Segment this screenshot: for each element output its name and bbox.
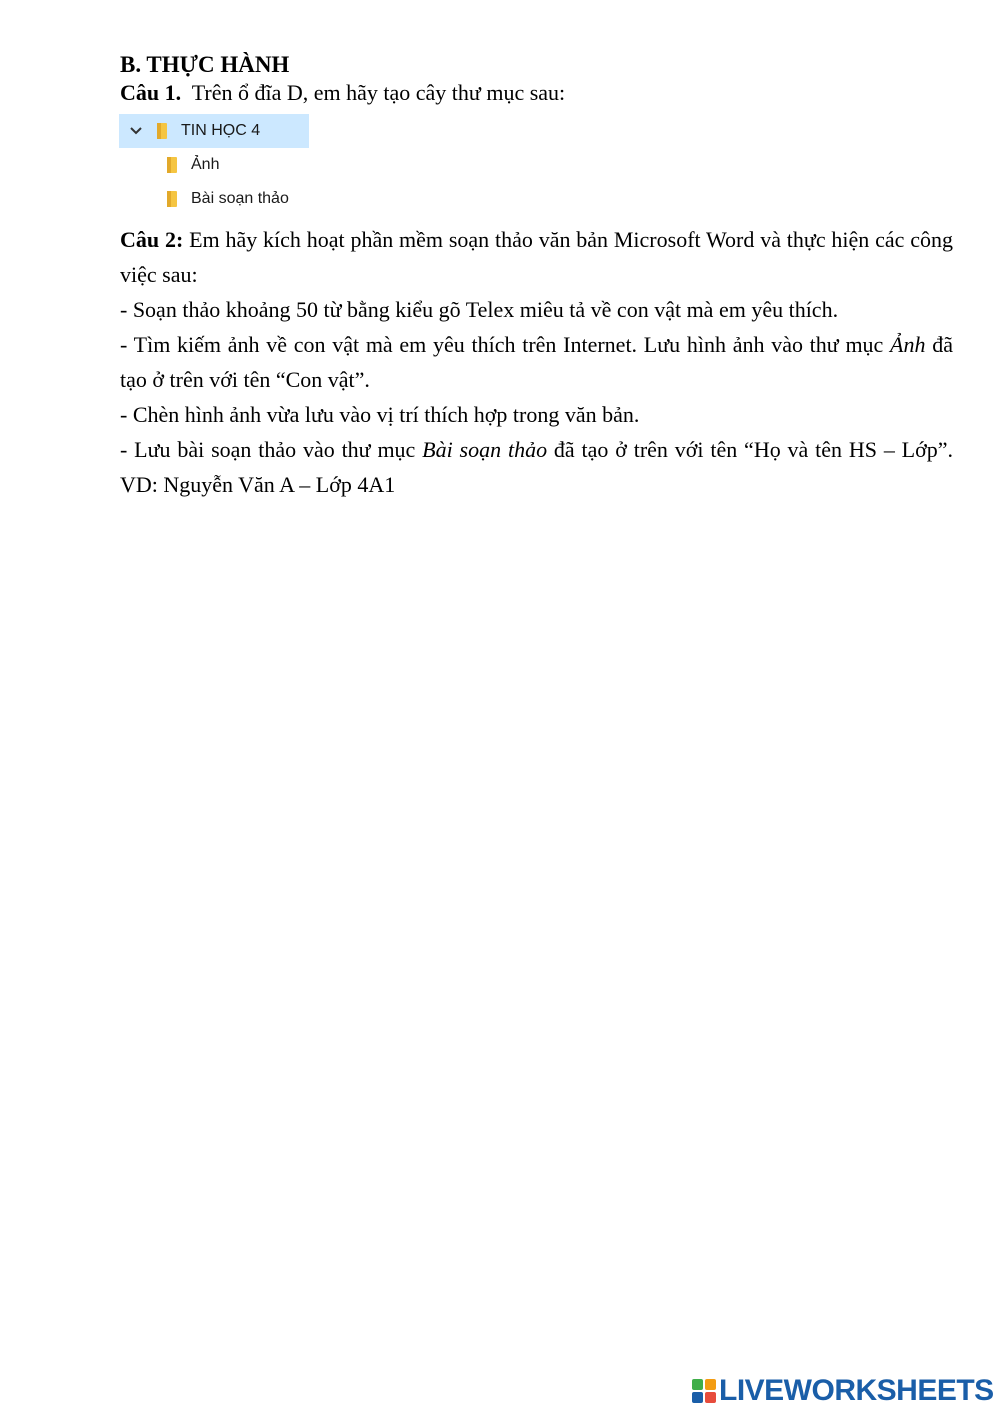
folder-tree-item [167,148,219,182]
chevron-down-icon [129,124,143,138]
folder-name-italic: Ảnh [890,332,926,357]
folder-icon [157,122,167,140]
folder-name-italic: Bài soạn thảo [422,437,548,462]
task-item-text: đã tạo ở trên với tên “Con vật”. [120,332,953,392]
task-item: - Chèn hình ảnh vừa lưu vào vị trí thích hợp trong văn bản. [120,402,640,427]
folder-icon [167,156,177,174]
task-item [120,432,953,502]
question-2-label: Câu 2: [120,227,184,252]
folder-tree-image [119,114,319,214]
folder-tree-root [119,114,309,148]
section-title: B. THỰC HÀNH [120,52,290,77]
question-2-intro-text: Em hãy kích hoạt phần mềm soạn thảo văn bản Microsoft Word và thực hiện các công việc sau: [120,227,953,287]
folder-tree-item-label: Ảnh [191,156,220,173]
task-item [120,327,953,397]
task-item-text: - Tìm kiếm ảnh về con vật mà em yêu thích trên Internet. Lưu hình ảnh vào thư mục [120,332,891,357]
task-item: - Soạn thảo khoảng 50 từ bằng kiểu gõ Telex miêu tả về con vật mà em yêu thích. [120,297,839,322]
folder-tree-root-label: TIN HỌC 4 [181,122,261,139]
liveworksheets-logo-text: LIVEWORKSHEETS [719,1374,994,1407]
question-2 [120,222,953,502]
task-item-text: - Lưu bài soạn thảo vào thư mục [120,437,423,462]
question-2-intro [120,222,953,292]
liveworksheets-logo [692,1374,994,1408]
question-1 [120,78,565,108]
question-1-label: Câu 1. [120,80,182,105]
question-1-text: Trên ổ đĩa D, em hãy tạo cây thư mục sau: [181,80,566,105]
folder-icon [167,190,177,208]
folder-tree-item-label: Bài soạn thảo [191,190,289,207]
liveworksheets-logo-icon [692,1379,716,1403]
task-item-text: đã tạo ở trên với tên “Họ và tên HS – Lớp”. VD: Nguyễn Văn A – Lớp 4A1 [120,437,953,497]
folder-tree-item [167,182,289,216]
